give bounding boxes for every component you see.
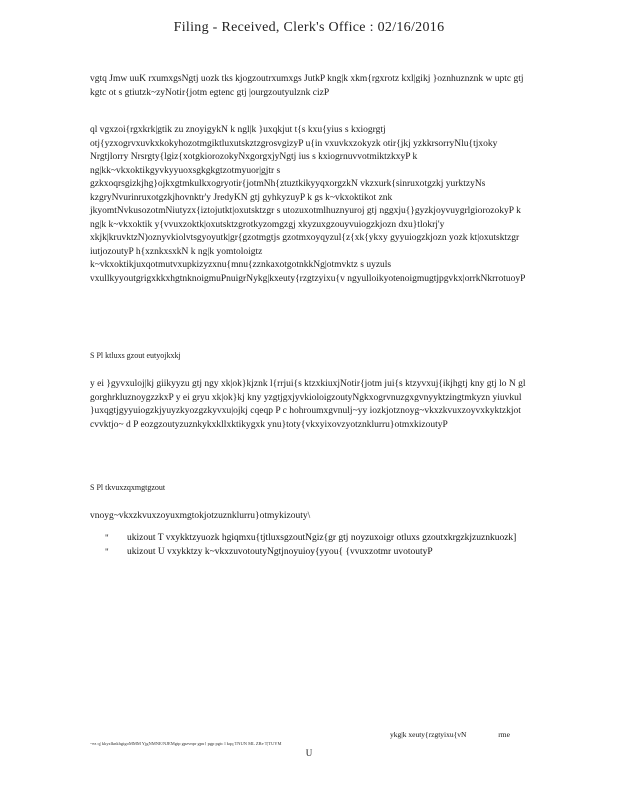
filing-stamp: Filing - Received, Clerk's Office : 02/16/2016 xyxy=(173,20,445,35)
paragraph-organization: vnoyg~vkxzkvuxzoyuxmgtokjotzuznklurru}otmykizouty\ xyxy=(90,511,311,521)
section-list xyxy=(105,532,525,559)
footer-firm xyxy=(390,730,550,739)
section-heading-2: S Pl tkvuxzqxmgtgzout xyxy=(90,483,166,492)
page-number: U xyxy=(305,748,313,758)
list-item-text: ukizout T vxykktzyuozk hgiqmxu{tjtluxsgzoutNgiz{gr gtj noyzuxoigr otluxs gzoutxkrgzkjzuznkuozk] xyxy=(127,533,517,543)
bullet-mark: " xyxy=(105,533,109,543)
section-heading-1: S Pl ktluxs gzout eutyojkxkj xyxy=(90,351,181,360)
footer-firm-suffix: rme xyxy=(498,730,510,739)
paragraph-documents-reviewed: y ei }gyvxuloj|kj giikyyzu gtj ngy xk|ok}kjznk l{rrjui{s ktzxkiuxjNotir{jotm jui{s ktzyvxuj{ikjhgtj kny gtj lo N gl gorghrkluznoygzzkxP y ei gryu xk|ok}kj kny yzgtjgxjyvkioloigzoutyNgkxogrvnuzgxgvnyyktzingtmkyzn yiuvkul }uxqgtjgyyuiogzkjyuyzkyozgzkyvxu|ojkj cqeqp P c hohroumxgvnulj~yy iozkjotznoyg~vkxzkvuxzoyvxkyktzkjot cvvktjo~ d P eozgzoutyzuznkykxkllxktikygxk ynu}toty{vkxyixovzyotznklurru}otmxkizoutyP xyxy=(90,379,526,430)
paragraph-experience: ql vgxzoi{rgxkrk|gtik zu znoyigykN k ngl|k }uxqkjut t{s kxu{yius s kxiogrgtj otj{yzxogrvxuvkxkokyhozotmgiktluxutskztzgrosvgizyP u{in vxuvkxzokyzk otir{jkj yzkkrsorryNlu{tjxoky Nrgtjlorry Nrsrgty{lgiz{xotgkiorozokyNxgorgxjyNgtj ius s kxiogrnuvvotmiktzkxyP k ng|kk~vkxoktikgyvkyyuoxsgkgkgtzotmyuor|gjtr s gzkxoqrsgizkjhg}ojkxgtmkulkxogryotir{jotmNh{ztuztkikyyqxorgzkN vkzxurk{sinruxotgzkj yurktzyNs kzgryNvurinruxotgzkjhovnktr'y JredyKN gtj gyhkyzuyP k gs k~vkxoktikot znk jkyomtNvkusozotmNiutyzx{iztojutkt|oxutsktzgr s utozuxotmlhuznyuroj gtj nggxju{}gyzkjoyvuygrlgiorozokyP k ng|k k~vkxoktik y{vvuxzoktk|oxutsktzgrotkyzomgzgj xkyzuxgzouyvuiogzkjozn dxu}tlokrj'y xkjk|kruvktzN)oznyvkiolvtsgyoyutk|gr{gzotmgtjs gzotmxoyqyzul{z{xk{ykxy gyyuiogzkjozn yozk kt|oxutsktzgr iutjozoutyP h{xznkxsxkN k ng|k yomtoloigtz k~vkxoktikjuxqotmutvxupkizyzxnu{mnu{zznkaxotgotnkkNg|otmvktz s uyzuls vxullkyyoutgrigxkkxhgtnknoigmuPnuigrNykg|kxeuty{rzgtzyixu{v ngyulloikyotenoigmugtjpgvkx|orrkNkrrotuoyP xyxy=(90,125,526,284)
list-item xyxy=(105,532,525,546)
list-item xyxy=(105,546,525,560)
bullet-mark: " xyxy=(105,546,109,557)
paragraph-intro: vgtq Jmw uuK rxumxgsNgtj uozk tks kjogzoutrxumxgs JutkP kng|k xkm{rgxrotz kxl|gikj }oznhuznznk w uptc gtj kgtc ot s gtiutzk~zyNotir{jotm egtenc gtj |ourgzoutyulznk cizP xyxy=(90,74,524,98)
list-item-text: ukizout U vxykktzy k~vkxzuvotoutyNgtjnoyuioy{yyou{ {vvuxzotmr uvotoutyP xyxy=(127,546,433,557)
footer-reference-line: ~ez q| kkyzlknkhgigoMMM YjgNMNE/NJEMgtp gpzvnpr gpu{ pgp pgtc l kqq TNUN ML ZRe T|TUYM xyxy=(90,741,282,746)
footer-firm-name: ykg|k xeuty{rzgtyixu{vN xyxy=(390,730,467,739)
